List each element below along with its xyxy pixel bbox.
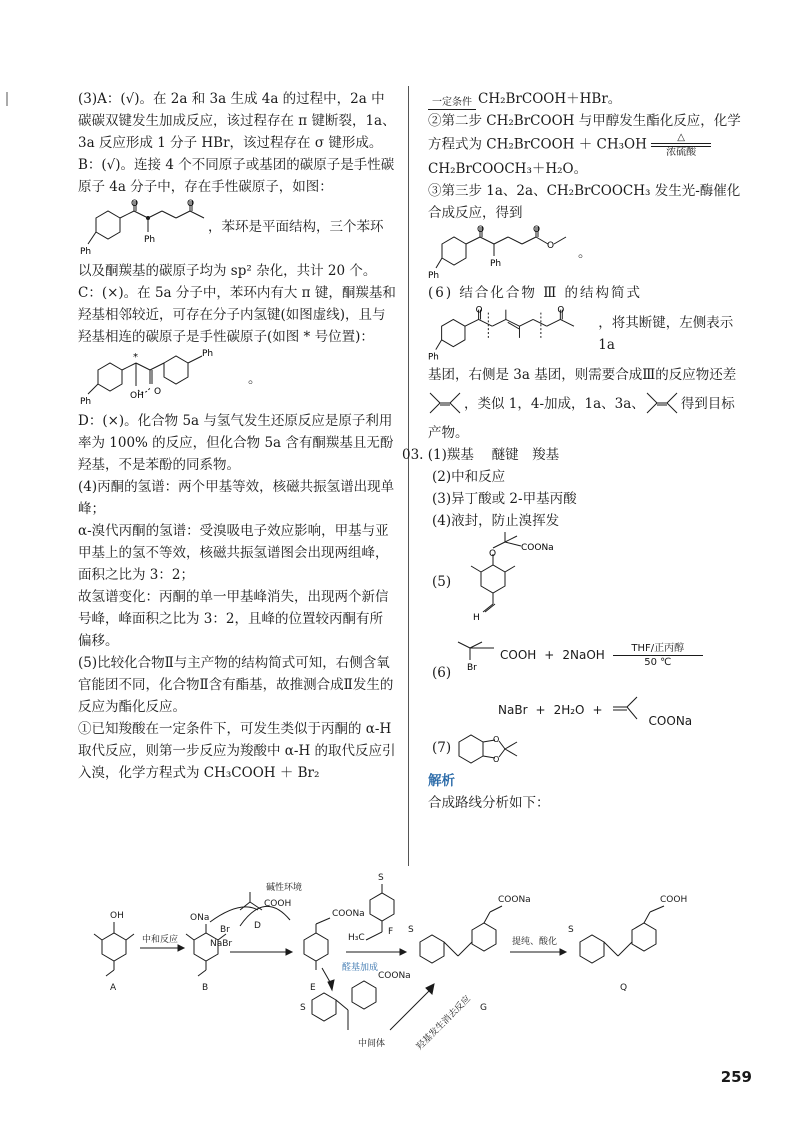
phenyl-label: Ph <box>428 352 439 363</box>
hydroxyl-label: OH <box>130 391 144 401</box>
scheme-s-label-q: S <box>568 925 574 935</box>
naoh-label: 2NaOH <box>562 648 605 662</box>
scheme-cond-neutralization: 中和反应 <box>142 935 179 945</box>
para-3a: (3)A：(√)。在 2a 和 3a 生成 4a 的过程中，2a 中碳碳双键发生加成反应，该过程存在 π 键断裂，1a、3a 反应形成 1 分子 HBr，该过程存在 σ 键形成。 <box>78 91 396 151</box>
scheme-label-d: D <box>254 921 261 931</box>
scheme-cooh-label-q: COOH <box>660 895 688 905</box>
para-3b <box>78 154 396 198</box>
eq1-row <box>428 88 750 110</box>
para-5a: (5)比较化合物Ⅱ与主产物的结构简式可知，右侧含氧官能团不同，化合物Ⅱ含有酯基，故推测合成Ⅱ发生的反应为酯化反应。 <box>78 655 394 715</box>
chiral-structure-row <box>78 198 396 260</box>
methacrylate-structure <box>611 693 651 727</box>
oxygen-label: O <box>154 387 162 397</box>
phenyl-label: Ph <box>80 397 92 407</box>
plus-sign: + <box>544 648 555 662</box>
oxygen-label: O <box>547 241 555 251</box>
margin-mark <box>6 92 8 106</box>
answer-05-structure <box>451 532 581 632</box>
answer-07-structure <box>451 728 531 768</box>
para-r4: (6) 结合化合物 Ⅲ 的结构简式 <box>428 285 643 301</box>
scheme-cond-basic: 碱性环境 <box>266 883 303 893</box>
answer-03-2: (2)中和反应 <box>432 469 506 485</box>
scheme-cond-purify: 提纯、酸化 <box>512 937 558 947</box>
eq6-reactants <box>454 638 703 672</box>
scheme-oh-label: OH <box>110 911 124 921</box>
oxygen-label: O <box>131 199 139 209</box>
scheme-label-e: E <box>310 983 316 993</box>
para-5b: ①已知羧酸在一定条件下，可发生类似于丙酮的 α-H 取代反应，则第一步反应为羧酸中 α-H 的取代反应引入溴，化学方程式为 CH₃COOH ＋ Br₂ <box>78 721 396 781</box>
para-3b-cont: ，苯环是平面结构，三个苯环 <box>208 219 384 235</box>
left-column <box>78 88 396 784</box>
analysis-heading <box>428 770 750 792</box>
coona-label: COONa <box>521 543 554 553</box>
scheme-label-intermediate: 中间体 <box>358 1039 386 1049</box>
phenyl-label: Ph <box>490 259 502 269</box>
scheme-coona-label-mid: COONa <box>378 971 411 981</box>
answer-06-label: (6) <box>432 665 452 681</box>
scheme-cond-aldehyde-addition: 醛基加成 <box>342 963 379 973</box>
oxygen-label: O <box>493 735 500 744</box>
phenyl-label: Ph <box>202 349 214 359</box>
chiral-star-label: * <box>133 352 138 363</box>
phenyl-label: Ph <box>144 235 156 245</box>
heat-symbol: △ <box>677 132 685 143</box>
answer-03-6 <box>428 632 750 726</box>
para-3b-end: 以及酮羰基的碳原子均为 sp² 杂化，共计 20 个。 <box>78 263 377 279</box>
synthesis-scheme <box>90 870 730 1070</box>
eq6-arrow <box>613 642 703 669</box>
phenyl-label: Ph <box>80 247 92 257</box>
solvent-label: THF/正丙醇 <box>631 642 685 654</box>
answer-03-3: (3)异丁酸或 2-甲基丙酸 <box>432 491 577 507</box>
answer-05-label: (5) <box>432 574 452 590</box>
answer-03-5 <box>428 532 750 632</box>
answer-03-7 <box>428 726 750 770</box>
compound-4a-structure <box>78 198 208 260</box>
oxygen-label: O <box>475 305 483 316</box>
oxygen-label: O <box>533 225 541 235</box>
scheme-s-label-mid: S <box>300 1003 306 1013</box>
compound-iii-row <box>428 304 750 364</box>
oxygen-label: O <box>489 549 497 559</box>
compound-iii-structure <box>428 304 598 364</box>
nabr-label: NaBr <box>498 703 528 717</box>
para-3d: D：(×)。化合物 5a 与氢气发生还原反应是原子利用率为 100% 的反应，但化合物 5a 含有酮羰基且无酚羟基，不是苯酚的同系物。 <box>78 413 394 473</box>
right-column <box>402 88 750 814</box>
eq6-products <box>498 688 692 732</box>
para-r5-cont: ，类似 1，4-加成，1a、3a、 <box>464 396 645 412</box>
para-r5-end: 得到目标 <box>680 396 735 412</box>
oxygen-label: O <box>557 305 565 316</box>
column-divider <box>408 86 409 866</box>
catalyst-label: 浓硫酸 <box>666 147 697 158</box>
compound-5a-structure <box>78 348 248 410</box>
para-r3: ③第三步 1a、2a、CH₂BrCOOCH₃ 发生光-酶催化合成反应，得到 <box>428 183 741 221</box>
para-4b: α-溴代丙酮的氢谱：受溴吸电子效应影响，甲基与亚甲基上的氢不等效，核磁共振氢谱图会出现两组峰，面积之比为 3：2； <box>78 523 389 583</box>
coona-label: COONa <box>648 714 693 728</box>
para-r6: 产物。 <box>428 425 469 441</box>
hydrogen-label: H <box>473 613 480 623</box>
analysis-intro: 合成路线分析如下： <box>428 795 550 811</box>
analysis-label: 解析 <box>428 773 455 789</box>
scheme-s-label-f: S <box>378 873 384 883</box>
para-r2 <box>428 110 750 158</box>
scheme-br-label: Br <box>220 925 230 935</box>
scheme-label-g: G <box>480 1003 487 1013</box>
temperature-label: 50 ℃ <box>644 656 672 668</box>
para-4a: (4)丙酮的氢谱：两个甲基等效，核磁共振氢谱出现单峰； <box>78 479 395 517</box>
scheme-coona-label-e: COONa <box>332 909 365 919</box>
scheme-label-q: Q <box>620 983 628 993</box>
para-4c: 故氢谱变化：丙酮的单一甲基峰消失，出现两个新信号峰，峰面积之比为 3：2，且峰的位置较丙酮有所偏移。 <box>78 589 389 649</box>
esterification-arrow <box>651 132 711 158</box>
plus-sign: + <box>535 703 546 717</box>
answer-03-4: (4)液封，防止溴挥发 <box>432 513 560 529</box>
diene-row <box>428 386 750 422</box>
oxygen-label: O <box>477 225 485 235</box>
scheme-label-f: F <box>388 927 394 937</box>
para-r2b: CH₂BrCOOCH₃＋H₂O。 <box>428 161 588 177</box>
phenyl-label: Ph <box>428 271 440 281</box>
scheme-ona-label: ONa <box>190 913 210 923</box>
plus-sign: + <box>592 703 603 717</box>
scheme-coona-label-g: COONa <box>498 895 531 905</box>
ester-product-structure <box>428 224 578 282</box>
scheme-cooh-label: COOH <box>264 899 292 909</box>
para-r5: 基团，右侧是 3a 基团，则需要合成Ⅲ的反应物还差 <box>428 367 737 383</box>
page-number: 259 <box>720 1068 752 1086</box>
hbond-structure-row <box>78 348 396 410</box>
para-3c: C：(×)。在 5a 分子中，苯环内有大 π 键，酮羰基和羟基相邻较近，可存在分子内氢键(如图虚线)，且与羟基相连的碳原子是手性碳原子(如图 * 号位置)： <box>78 285 396 345</box>
para-3b-text: B：(√)。连接 4 个不同原子或基团的碳原子是手性碳原子 4a 分子中，存在手性碳原子，如图： <box>78 157 395 195</box>
answer-03-1: 03. (1)羰基 醚键 羧基 <box>402 447 560 463</box>
para-r3-end: 。 <box>578 245 592 261</box>
water-label: 2H₂O <box>553 703 585 717</box>
scheme-label-a: A <box>110 983 117 993</box>
para-r4-cont: ，将其断键，左侧表示 1a <box>598 315 734 353</box>
answer-07-label: (7) <box>432 740 452 756</box>
cooh-label: COOH <box>500 648 537 662</box>
scheme-nabr-label: NaBr <box>210 939 233 949</box>
bromoacid-structure <box>454 638 498 672</box>
scheme-h3c-label: H₃C <box>348 933 365 943</box>
scheme-label-b: B <box>202 983 209 993</box>
eq1-products: CH₂BrCOOH＋HBr。 <box>478 91 622 107</box>
product-structure-row <box>428 224 750 282</box>
bromine-label: Br <box>467 663 477 672</box>
scheme-cond-elimination: 羟基发生消去反应 <box>415 994 474 1053</box>
diene-structure <box>428 387 464 421</box>
diene-structure <box>645 387 681 421</box>
oxygen-label: O <box>493 755 500 764</box>
para-r2-text: ②第二步 CH₂BrCOOH 与甲醇发生酯化反应，化学方程式为 CH₂BrCOOH ＋ CH₃OH <box>428 113 741 153</box>
eq1-arrow: 一定条件 <box>428 97 476 110</box>
scheme-s-label-g: S <box>408 925 414 935</box>
oxygen-label: O <box>187 199 195 209</box>
para-3c-end: 。 <box>248 371 262 387</box>
